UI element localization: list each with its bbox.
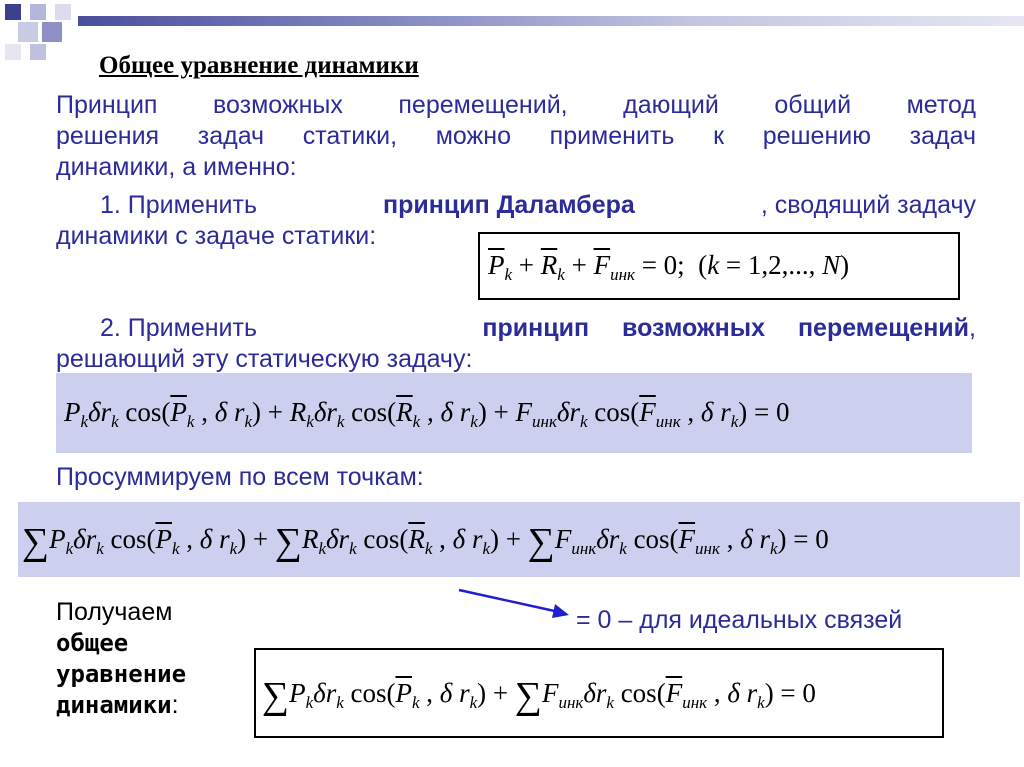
step2-prefix: 2. Применить — [100, 314, 257, 342]
step2-suffix: , — [969, 314, 976, 342]
step1-suffix: , сводящий задачу — [760, 191, 976, 219]
dalembert-formula-box — [478, 232, 960, 300]
top-bar — [78, 16, 1024, 26]
intro-line-1: Принцип возможных перемещений, дающий общий метод — [56, 91, 976, 119]
sum-text: Просуммируем по всем точкам: — [56, 463, 424, 491]
step1-prefix: 1. Применить — [100, 191, 257, 219]
result-line-2: общее — [56, 629, 129, 657]
intro-line-3: динамики, а именно: — [56, 153, 297, 181]
virtual-work-formula-box — [56, 373, 972, 453]
intro-line-2: решения задач статики, можно применить к решению задач — [56, 122, 976, 150]
virtual-work-formula: $P_k\delta r_k$ $\cos(\overline{P}_k$ , δ $r_k) + R_k\delta r_k$ $\cos(\overline{R}_k$ , δ $r_k) + F_{инк}\delta r_k$ $\cos(\overline{F}_{инк}$ , δ $r_k) = 0$ — [64, 397, 790, 431]
page-title: Общее уравнение динамики — [99, 52, 419, 79]
ideal-constraints-note: = 0 – для идеальных связей — [576, 606, 903, 634]
result-line-3: уравнение — [56, 660, 187, 688]
result-line-4: динамики — [56, 691, 172, 719]
step1-line-2: динамики с задаче статики: — [56, 222, 377, 250]
step2-line-1 — [56, 313, 976, 344]
summed-formula-box — [18, 502, 1020, 577]
general-formula: $\sum P_k\delta r_k$ $\cos(\overline{P}_k$ , δ $r_k) + \sum F_{инк}\delta r_k$ $\cos(\overline{F}_{инк}$ , δ $r_k) = 0$ — [262, 675, 816, 717]
general-formula-box — [254, 648, 944, 738]
step2-line-2: решающий эту статическую задачу: — [56, 345, 473, 373]
result-line-1: Получаем — [56, 598, 173, 626]
summed-formula: $\sum P_k\delta r_k$ $\cos(\overline{P}_k$ , δ $r_k) + \sum R_k\delta r_k$ $\cos(\overline{R}_k$ , δ $r_k) + \sum F_{инк}\delta r_k$ $\cos(\overline{F}_{инк}$ , δ $r_k) = 0$ — [22, 521, 829, 563]
step2-bold: принцип возможных перемещений — [482, 314, 970, 342]
result-text — [56, 597, 186, 721]
step1-line-1 — [56, 190, 976, 221]
arrow-icon — [455, 585, 575, 625]
result-colon: : — [171, 691, 179, 719]
dalembert-formula: $\overline{P}_k + \overline{R}_k + \overline{F}_{инк} = 0$; (k = 1,2,..., N) — [488, 250, 850, 284]
step1-bold: принцип Даламбера — [383, 191, 635, 219]
